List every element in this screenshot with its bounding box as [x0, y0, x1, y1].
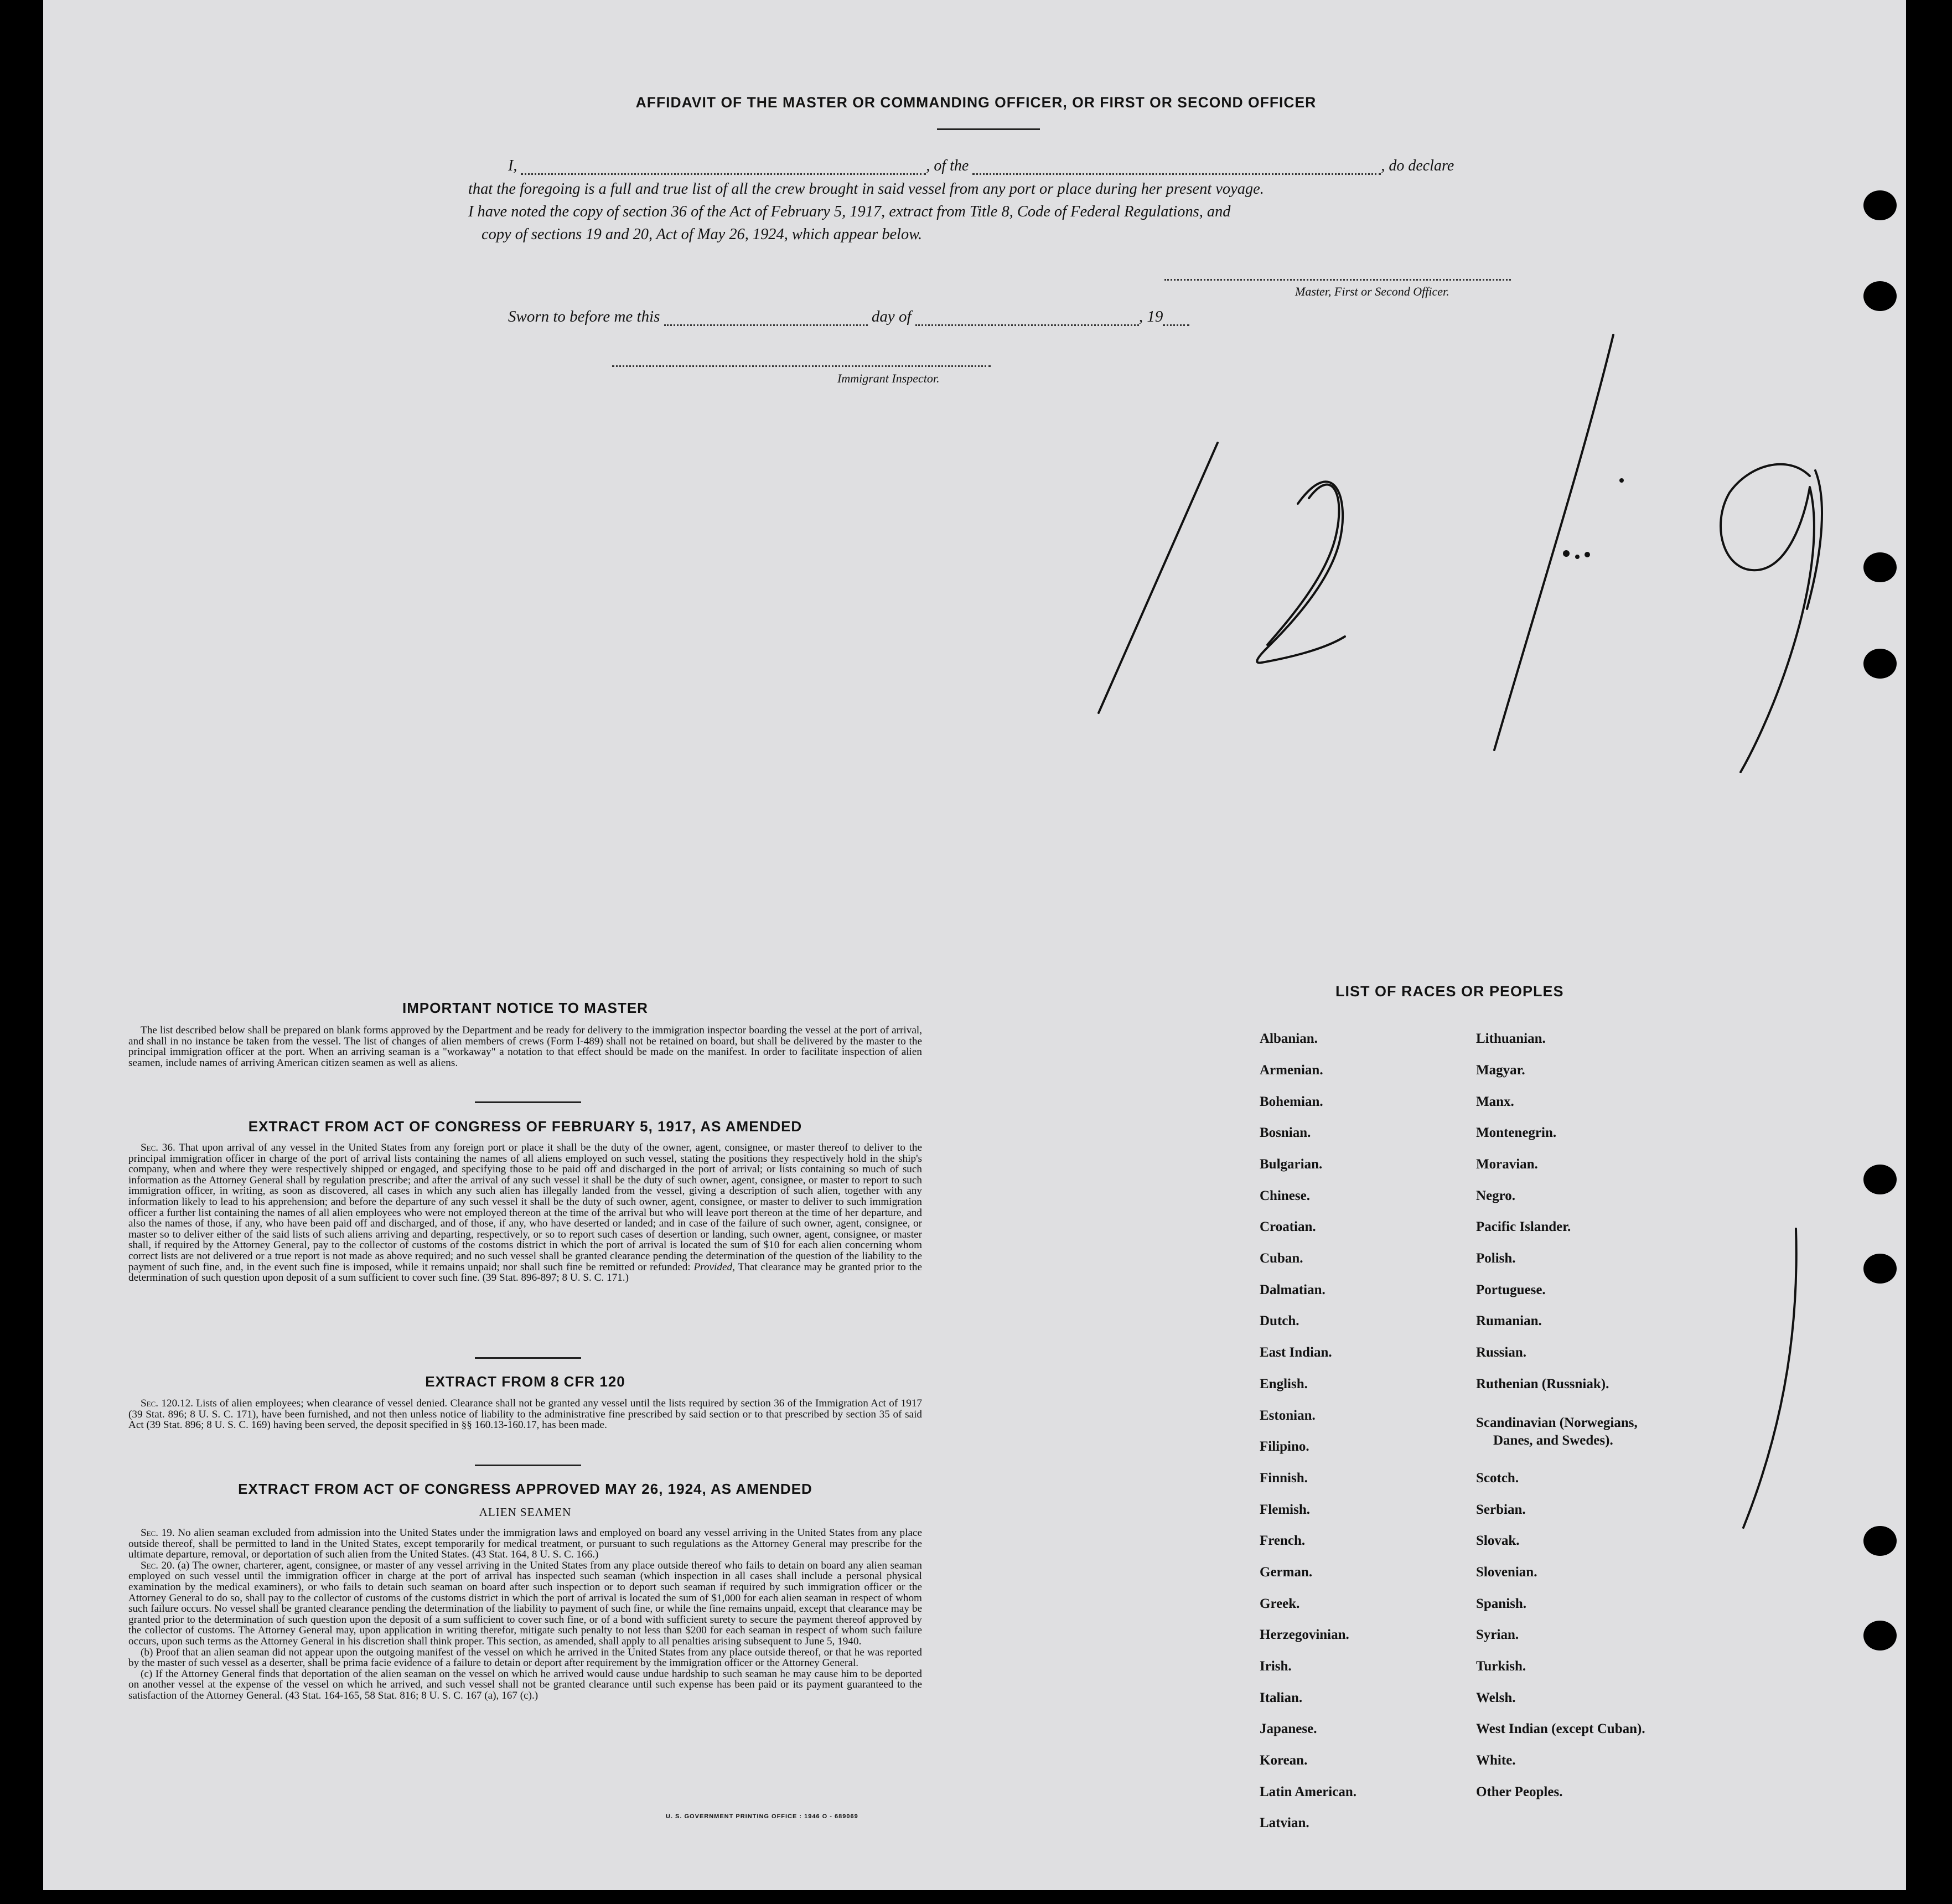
race-item: Herzegovinian. [1260, 1627, 1349, 1642]
handwritten-stroke [1721, 464, 1814, 772]
sec-120-text: Lists of alien employees; when clearance of vessel denied. Clearance shall not be granted any vessel until the lists required by section 36 of the Immigration Act of 1917 (39 Stat. 896; 8 U. S. C. 171), have been furnished, and not then unless notice of liability to the administrative fine prescribed by said section or to that prescribed by section 35 of said Act (39 Stat. 896; 8 U. S. C. 169) having been served, the deposit specified in §§ 160.13-160.17, has been made. [128, 1398, 923, 1431]
race-item: Turkish. [1476, 1659, 1526, 1674]
provided-word: Provided, [693, 1261, 735, 1273]
extract-cfr-body [128, 1398, 922, 1431]
declaration-text-4: copy of sections 19 and 20, Act of May 26, 1924, which appear below. [481, 226, 923, 243]
race-item: Cuban. [1260, 1251, 1303, 1266]
race-item: English. [1260, 1377, 1308, 1391]
extract-1917-title: EXTRACT FROM ACT OF CONGRESS OF FEBRUARY 5, 1917, AS AMENDED [248, 1118, 802, 1135]
race-item: Slovenian. [1476, 1565, 1537, 1580]
notice-title: IMPORTANT NOTICE TO MASTER [402, 1000, 648, 1016]
race-item: Russian. [1476, 1345, 1527, 1360]
extract-cfr-block [128, 1398, 922, 1431]
sec-20c-body: (c) If the Attorney General finds that deportation of the alien seaman on the vessel on which he arrived would cause undue hardship to such seaman he may cause him to be deported on another vessel at the expense of the vessel on which he arrived, and such vessel shall not be granted clearance until such expense has been paid or its payment guaranteed to the satisfaction of the Attorney General. (43 Stat. 164-165, 58 Stat. 816; 8 U. S. C. 167 (a), 167 (c).) [128, 1668, 922, 1701]
ink-dot [1575, 555, 1580, 559]
handwritten-stroke [1099, 443, 1218, 713]
race-item: West Indian (except Cuban). [1476, 1721, 1645, 1736]
sec-19-text: No alien seaman excluded from admission into the United States under the immigration laws and employed on board any vessel arriving in the United States from any place outside thereof, shall be permitted to land in the United States, except temporarily for medical treatment, or pursuant to such regulations as the Attorney General may prescribe for the ultimate departure, removal, or deportation of such alien from the United States. (43 Stat. 164, 8 U. S. C. 166.) [128, 1527, 922, 1561]
sec-36-label: Sec. 36. [141, 1142, 175, 1153]
race-item: Armenian. [1260, 1063, 1323, 1078]
race-item: Magyar. [1476, 1063, 1525, 1078]
notice-body: The list described below shall be prepared on blank forms approved by the Department and be ready for delivery to the immigration inspector boarding the vessel at the port of arrival, and shall in no instance be taken from the vessel. The list of changes of alien members of crews (Form I-489) shall not be retained on board, but shall be delivered by the master to the principal immigration officer at the port. When an arriving seaman is a "workaway" a notation to that effect should be made on the manifest. In order to facilitate inspection of alien seamen, include names of arriving American citizen seamen as well as aliens. [128, 1025, 922, 1069]
sec-19-label: Sec. 19. [141, 1527, 175, 1539]
race-item: Latvian. [1260, 1815, 1309, 1830]
ink-dot [1619, 478, 1624, 483]
ink-dot [1585, 552, 1590, 557]
extract-1917-block [128, 1142, 922, 1284]
sec-20-label: Sec. 20. [141, 1559, 175, 1571]
race-item: Polish. [1476, 1251, 1516, 1266]
race-item: Serbian. [1476, 1502, 1526, 1517]
declaration-text-2: that the foregoing is a full and true list of all the crew brought in said vessel from any port or place during her present voyage. [468, 180, 1264, 198]
sec-120-label: Sec. 120.12. [141, 1398, 194, 1409]
race-item: Albanian. [1260, 1031, 1318, 1046]
race-item: Filipino. [1260, 1439, 1309, 1454]
race-item: Spanish. [1476, 1596, 1527, 1611]
affidavit-title: AFFIDAVIT OF THE MASTER OR COMMANDING OFFICER, OR FIRST OR SECOND OFFICER [635, 94, 1317, 111]
sec-20-body [128, 1560, 922, 1647]
race-item: Irish. [1260, 1659, 1292, 1674]
race-item: Slovak. [1476, 1533, 1520, 1548]
race-item: Latin American. [1260, 1784, 1356, 1799]
notice-body-block [128, 1025, 922, 1068]
day-of-label: day of [871, 308, 912, 325]
sec-36-text: That upon arrival of any vessel in the United States from any foreign port or place it shall be the duty of the owner, agent, consignee, or master thereof to deliver to the principal immigration officer in charge of the port of arrival lists containing the names of all aliens employed on such vessel, stating the positions they respectively hold in the ship's company, when and where they were respectively shipped or engaged, and specifying those to be paid off and discharged in the port of arrival; or lists containing so much of such information as the Attorney General shall by regulation prescribe; and after the arrival of any such vessel it shall be the duty of such owner, agent, consignee, or master to report to such immigration officer, in writing, as soon as discovered, all cases in which any such alien has illegally landed from the vessel, giving a description of such alien, together with any information likely to lead to his apprehension; and before the departure of any such vessel it shall be the duty of such owner, agent, consignee, or master to deliver to such immigration officer a further list containing the names of all alien employees who were not employed thereon at the time of the arrival but who will leave port thereon at the time of her departure, and also the names of those, if any, who have been paid off and discharged, and of those, if any, who have deserted or landed; and in case of the failure of such owner, agent, consignee, or master so to deliver either of the said lists of such aliens arriving and departing, respectively, or so to report such cases of desertion or landing, such owner, agent, consignee, or master shall, if required by the Attorney General, pay to the collector of customs of the costoms district in which the port of arrival is located the sum of $10 for each alien concerning whom correct lists are not delivered or a true report is not made as above required; and no such vessel shall be granted clearance pending the determination of the question of the liability to the payment of such fine, and, in the event such fine is imposed, while it remains unpaid; nor shall such fine be remitted or refunded: [128, 1142, 923, 1273]
race-item: Portuguese. [1476, 1282, 1546, 1297]
race-item: Italian. [1260, 1690, 1303, 1705]
race-item: Croatian. [1260, 1219, 1316, 1234]
race-item: Flemish. [1260, 1502, 1310, 1517]
sec-20-text: (a) The owner, charterer, agent, consignee, or master of any vessel arriving in the United States from any place outside thereof who fails to detain on board any alien seaman employed on such vessel until the immigration officer in charge at the port of arrival has inspected such seaman (which inspection in all cases shall include a personal physical examination by the medical examiners), or who fails to detain such seaman on board after such inspection or to deport such seaman if required by such immigration officer or the Attorney General to do so, shall pay to the collector of customs of the customs district in which the port of arrival is located the sum of $1,000 for each alien seaman in respect of whom such failure occurs. No vessel shall be granted clearance pending the determination of the liability to payment of such fine, or while the fine remains unpaid, except that clearance may be granted prior to the determination of such question upon the deposit of a sum sufficient to cover such fine, or of a bond with sufficient surety to secure the payment thereof approved by the collector of customs. The Attorney General may, upon application in writing therefor, mitigate such penalty to not less than $200 for each seaman in respect of whom such failure occurs, upon such terms as the Attorney General in his discretion shall think proper. This section, as amended, shall apply to all penalties arising subsequent to June 5, 1940. [128, 1559, 922, 1647]
sec-19-body [128, 1528, 922, 1560]
ink-dot [1563, 550, 1570, 557]
handwritten-stroke [1743, 1229, 1796, 1528]
extract-1924-block [128, 1528, 922, 1701]
race-item: East Indian. [1260, 1345, 1332, 1360]
race-item: Danes, and Swedes). [1493, 1433, 1613, 1448]
printer-imprint: U. S. GOVERNMENT PRINTING OFFICE : 1946 O - 689069 [666, 1813, 858, 1820]
divider [475, 1465, 581, 1466]
year-prefix: , 19 [1138, 308, 1163, 325]
race-item: Lithuanian. [1476, 1031, 1546, 1046]
race-item: Bulgarian. [1260, 1157, 1323, 1172]
master-signature-label: Master, First or Second Officer. [1295, 284, 1449, 298]
race-item: Rumanian. [1476, 1313, 1542, 1328]
divider [475, 1101, 581, 1103]
handwritten-stroke [1494, 335, 1613, 750]
race-item: Welsh. [1476, 1690, 1516, 1705]
handwritten-stroke [1267, 485, 1339, 645]
race-item: White. [1476, 1753, 1516, 1768]
extract-1924-title: EXTRACT FROM ACT OF CONGRESS APPROVED MAY 26, 1924, AS AMENDED [238, 1481, 812, 1497]
race-item: French. [1260, 1533, 1306, 1548]
inspector-label: Immigrant Inspector. [837, 371, 940, 385]
races-title: LIST OF RACES OR PEOPLES [1335, 983, 1564, 1000]
race-item: Korean. [1260, 1753, 1308, 1768]
race-item: Estonian. [1260, 1408, 1316, 1423]
extract-1917-body [128, 1142, 922, 1284]
race-item: Negro. [1476, 1188, 1516, 1203]
race-item: Manx. [1476, 1094, 1514, 1109]
race-item: Finnish. [1260, 1471, 1308, 1486]
race-item: Scandinavian (Norwegians, [1476, 1415, 1638, 1430]
race-item: Ruthenian (Russniak). [1476, 1377, 1609, 1391]
declaration-of-the: , of the [926, 157, 969, 174]
race-item: Japanese. [1260, 1721, 1317, 1736]
race-item: Bohemian. [1260, 1094, 1323, 1109]
race-item: Chinese. [1260, 1188, 1310, 1203]
handwritten-stroke [1257, 482, 1345, 663]
extract-cfr-title: EXTRACT FROM 8 CFR 120 [425, 1373, 625, 1390]
sec-36-text-end: That clearance may be granted prior to the determination of such question upon deposit of a sum sufficient to cover such fine. (39 Stat. 896-897; 8 U. S. C. 171.) [128, 1261, 923, 1284]
race-item: Bosnian. [1260, 1125, 1311, 1140]
race-item: Greek. [1260, 1596, 1300, 1611]
race-item: Other Peoples. [1476, 1784, 1563, 1799]
race-item: Dutch. [1260, 1313, 1299, 1328]
race-item: Pacific Islander. [1476, 1219, 1571, 1234]
race-item: Montenegrin. [1476, 1125, 1557, 1140]
sworn-label: Sworn to before me this [508, 308, 660, 325]
declaration-i: I, [508, 157, 517, 174]
divider [475, 1357, 581, 1359]
race-item: Scotch. [1476, 1471, 1519, 1486]
race-item: Syrian. [1476, 1627, 1519, 1642]
alien-seamen-subtitle: ALIEN SEAMEN [479, 1505, 572, 1519]
race-item: Moravian. [1476, 1157, 1538, 1172]
declaration-do-declare: , do declare [1381, 157, 1454, 174]
declaration-text-3: I have noted the copy of section 36 of the Act of February 5, 1917, extract from Title 8, Code of Federal Regulations, and [468, 203, 1231, 220]
sec-20b-body: (b) Proof that an alien seaman did not appear upon the outgoing manifest of the vessel on which he arrived in the United States from any place outside thereof, or that he was reported by the master of such vessel as a deserter, shall be prima facie evidence of a failure to detain or deport after requirement by the immigration officer or the Attorney General. [128, 1646, 922, 1669]
race-item: German. [1260, 1565, 1313, 1580]
race-item: Dalmatian. [1260, 1282, 1326, 1297]
